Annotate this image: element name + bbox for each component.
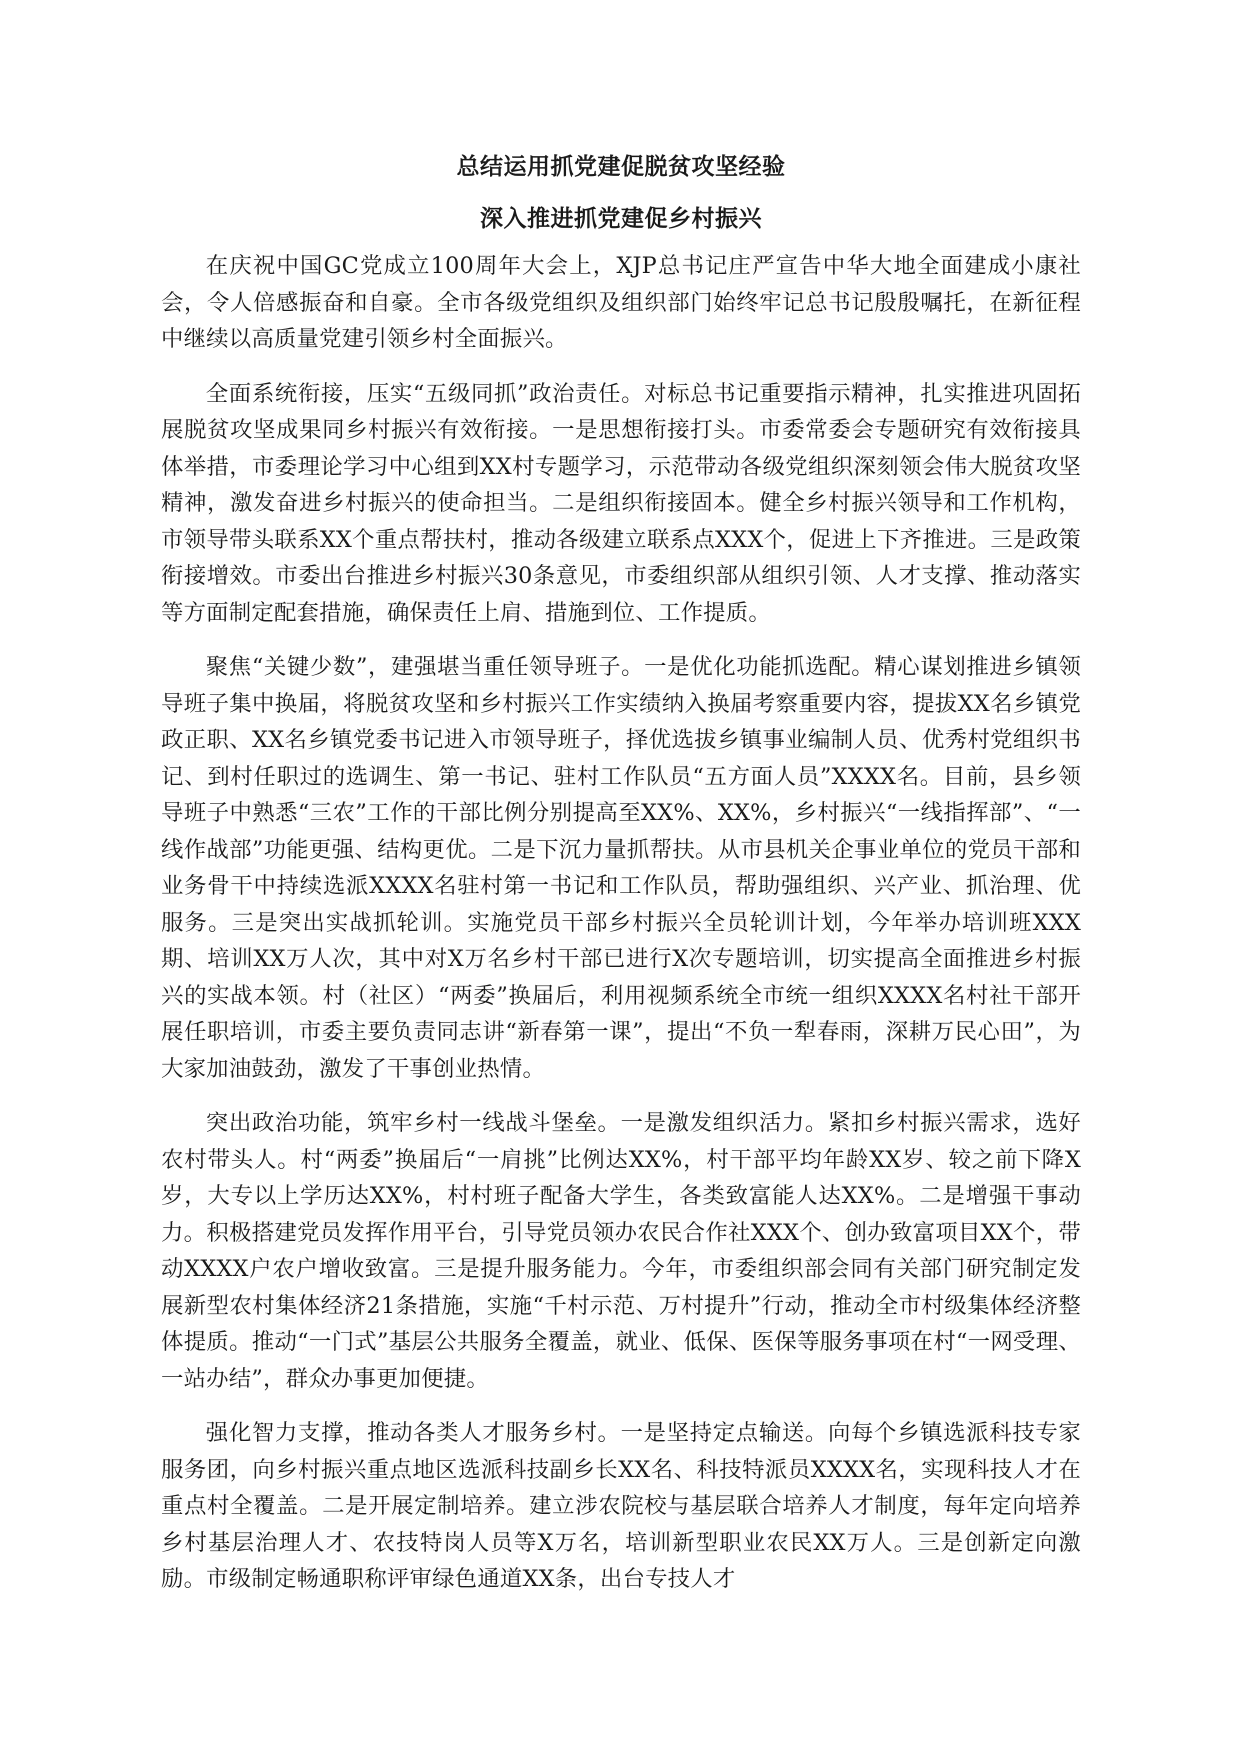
- document-subtitle: 深入推进抓党建促乡村振兴: [480, 206, 762, 232]
- paragraph-section-3: 突出政治功能，筑牢乡村一线战斗堡垒。一是激发组织活力。紧扣乡村振兴需求，选好农村带头人。村“两委”换届后“一肩挑”比例达XX%，村干部平均年龄XX岁、较之前下降X岁，大专以上学历达XX%，村村班子配备大学生，各类致富能人达XX%。二是增强干事动力。积极搭建党员发挥作用平台，引导党员领办农民合作社XXX个、创办致富项目XX个，带动XXXX户农户增收致富。三是提升服务能力。今年，市委组织部会同有关部门研究制定发展新型农村集体经济21条措施，实施“千村示范、万村提升”行动，推动全市村级集体经济整体提质。推动“一门式”基层公共服务全覆盖，就业、低保、医保等服务事项在村“一网受理、一站办结”，群众办事更加便捷。: [161, 1110, 1081, 1392]
- paragraph-intro: 在庆祝中国GC党成立100周年大会上，XJP总书记庄严宣告中华大地全面建成小康社会，令人倍感振奋和自豪。全市各级党组织及组织部门始终牢记总书记殷殷嘱托，在新征程中继续以高质量党建引领乡村全面振兴。: [161, 253, 1081, 352]
- document-page: [161, 150, 1081, 1616]
- document-title: 总结运用抓党建促脱贫攻坚经验: [456, 154, 786, 180]
- paragraph-section-1: 全面系统衔接，压实“五级同抓”政治责任。对标总书记重要指示精神，扎实推进巩固拓展脱贫攻坚成果同乡村振兴有效衔接。一是思想衔接打头。市委常委会专题研究有效衔接具体举措，市委理论学习中心组到XX村专题学习，示范带动各级党组织深刻领会伟大脱贫攻坚精神，激发奋进乡村振兴的使命担当。二是组织衔接固本。健全乡村振兴领导和工作机构，市领导带头联系XX个重点帮扶村，推动各级建立联系点XXX个，促进上下齐推进。三是政策衔接增效。市委出台推进乡村振兴30条意见，市委组织部从组织引领、人才支撑、推动落实等方面制定配套措施，确保责任上肩、措施到位、工作提质。: [161, 380, 1081, 626]
- paragraph-section-2: 聚焦“关键少数”，建强堪当重任领导班子。一是优化功能抓选配。精心谋划推进乡镇领导班子集中换届，将脱贫攻坚和乡村振兴工作实绩纳入换届考察重要内容，提拔XX名乡镇党政正职、XX名乡镇党委书记进入市领导班子，择优选拔乡镇事业编制人员、优秀村党组织书记、到村任职过的选调生、第一书记、驻村工作队员“五方面人员”XXXX名。目前，县乡领导班子中熟悉“三农”工作的干部比例分别提高至XX%、XX%，乡村振兴“一线指挥部”、“一线作战部”功能更强、结构更优。二是下沉力量抓帮扶。从市县机关企事业单位的党员干部和业务骨干中持续选派XXXX名驻村第一书记和工作队员，帮助强组织、兴产业、抓治理、优服务。三是突出实战抓轮训。实施党员干部乡村振兴全员轮训计划，今年举办培训班XXX期、培训XX万人次，其中对X万名乡村干部已进行X次专题培训，切实提高全面推进乡村振兴的实战本领。村（社区）“两委”换届后，利用视频系统全市统一组织XXXX名村社干部开展任职培训，市委主要负责同志讲“新春第一课”，提出“不负一犁春雨，深耕万民心田”，为大家加油鼓劲，激发了干事创业热情。: [161, 654, 1081, 1082]
- paragraph-section-4: 强化智力支撑，推动各类人才服务乡村。一是坚持定点输送。向每个乡镇选派科技专家服务团，向乡村振兴重点地区选派科技副乡长XX名、科技特派员XXXX名，实现科技人才在重点村全覆盖。二是开展定制培养。建立涉农院校与基层联合培养人才制度，每年定向培养乡村基层治理人才、农技特岗人员等X万名，培训新型职业农民XX万人。三是创新定向激励。市级制定畅通职称评审绿色通道XX条，出台专技人才: [161, 1420, 1081, 1592]
